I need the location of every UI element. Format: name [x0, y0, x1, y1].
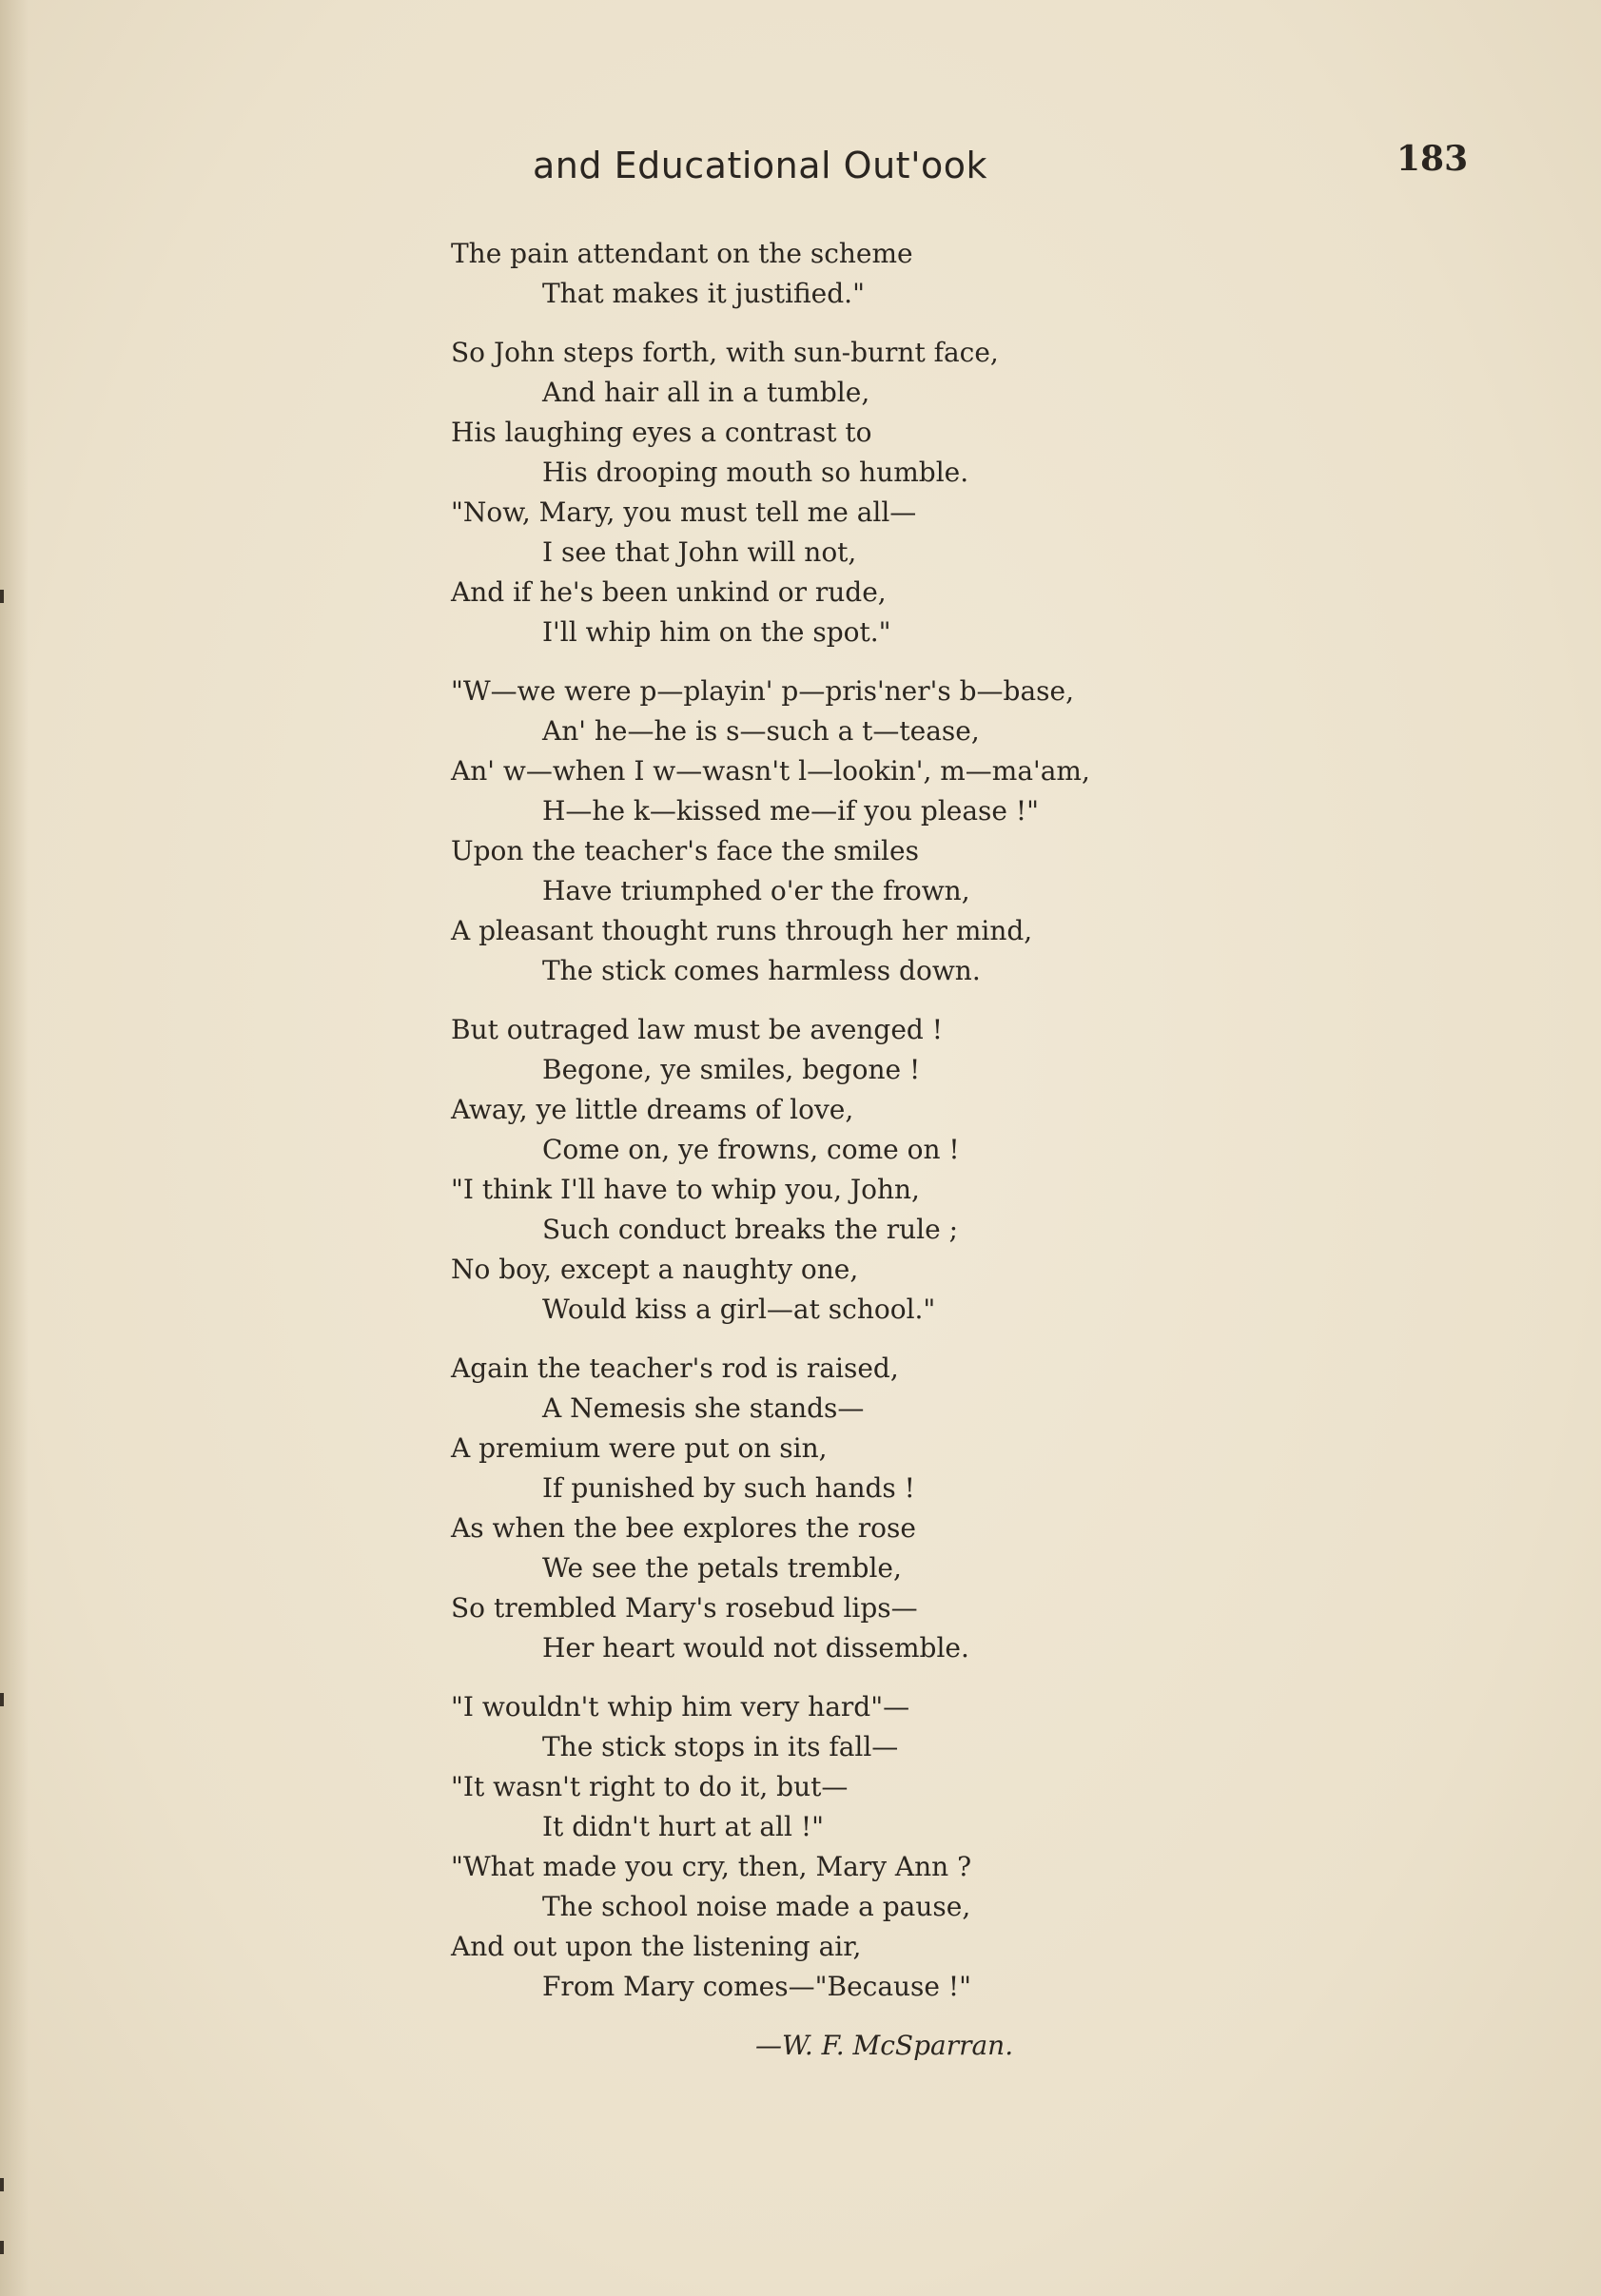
edge-mark [0, 2178, 4, 2191]
poem-line: Would kiss a girl—at school." [542, 1294, 936, 1325]
page-number: 183 [1396, 139, 1469, 179]
poem-line: As when the bee explores the rose [451, 1512, 916, 1544]
poem-line: A premium were put on sin, [451, 1432, 828, 1464]
poem-line: We see the petals tremble, [542, 1552, 902, 1584]
poem-line: Begone, ye smiles, begone ! [542, 1054, 921, 1085]
poem-line: "I wouldn't whip him very hard"— [451, 1691, 910, 1722]
poem-line: The pain attendant on the scheme [451, 238, 913, 269]
poem-line: An' he—he is s—such a t—tease, [542, 715, 980, 747]
poem-stanza [451, 1010, 1307, 1330]
poem-line: "Now, Mary, you must tell me all— [451, 496, 917, 528]
poem-stanza [451, 1687, 1307, 2007]
poem-line: "I think I'll have to whip you, John, [451, 1174, 920, 1205]
poem-line: H—he k—kissed me—if you please !" [542, 795, 1040, 827]
poem-line: Come on, ye frowns, come on ! [542, 1134, 960, 1165]
running-head: and Educational Out'ook [533, 145, 988, 186]
poem-attribution: —W. F. McSparran. [755, 2030, 1014, 2061]
spine-shadow [0, 0, 29, 2296]
poem-stanza [451, 671, 1307, 991]
poem-line: Away, ye little dreams of love, [451, 1094, 854, 1125]
poem-line: The stick comes harmless down. [542, 955, 981, 986]
poem-line: "W—we were p—playin' p—pris'ner's b—base, [451, 675, 1074, 707]
poem-line: The stick stops in its fall— [542, 1731, 899, 1762]
poem-line: So trembled Mary's rosebud lips— [451, 1592, 918, 1624]
poem-line: Again the teacher's rod is raised, [451, 1352, 899, 1384]
edge-mark [0, 1693, 4, 1706]
poem-line: His laughing eyes a contrast to [451, 417, 872, 448]
poem-line: But outraged law must be avenged ! [451, 1014, 944, 1045]
poem-line: It didn't hurt at all !" [542, 1811, 824, 1842]
poem-line: No boy, except a naughty one, [451, 1254, 859, 1285]
poem-line: A Nemesis she stands— [542, 1392, 865, 1424]
edge-mark [0, 590, 4, 603]
poem-line: The school noise made a pause, [542, 1891, 971, 1922]
poem-line: Her heart would not dissemble. [542, 1632, 969, 1664]
poem-line: His drooping mouth so humble. [542, 457, 969, 488]
poem-line: "What made you cry, then, Mary Ann ? [451, 1851, 972, 1882]
poem-line: And out upon the listening air, [451, 1931, 862, 1962]
poem-line: And if he's been unkind or rude, [451, 576, 887, 608]
poem-line: A pleasant thought runs through her mind, [451, 915, 1033, 946]
poem-line: If punished by such hands ! [542, 1472, 915, 1504]
poem-stanza [451, 333, 1307, 652]
poem-line: So John steps forth, with sun-burnt face, [451, 337, 999, 368]
poem-line: Upon the teacher's face the smiles [451, 835, 919, 866]
poem-line: An' w—when I w—wasn't l—lookin', m—ma'am, [451, 755, 1090, 787]
poem-line: Have triumphed o'er the frown, [542, 875, 970, 906]
poem-stanza [451, 1349, 1307, 1668]
poem-line: I'll whip him on the spot." [542, 616, 891, 648]
edge-mark [0, 2241, 4, 2254]
poem-line: From Mary comes—"Because !" [542, 1971, 972, 2002]
poem-line: I see that John will not, [542, 536, 857, 568]
poem-stanza [451, 234, 1307, 314]
poem-line: That makes it justified." [542, 278, 865, 309]
poem-line: And hair all in a tumble, [542, 377, 870, 408]
poem [451, 234, 1307, 2066]
poem-line: Such conduct breaks the rule ; [542, 1214, 959, 1245]
poem-line: "It wasn't right to do it, but— [451, 1771, 849, 1802]
